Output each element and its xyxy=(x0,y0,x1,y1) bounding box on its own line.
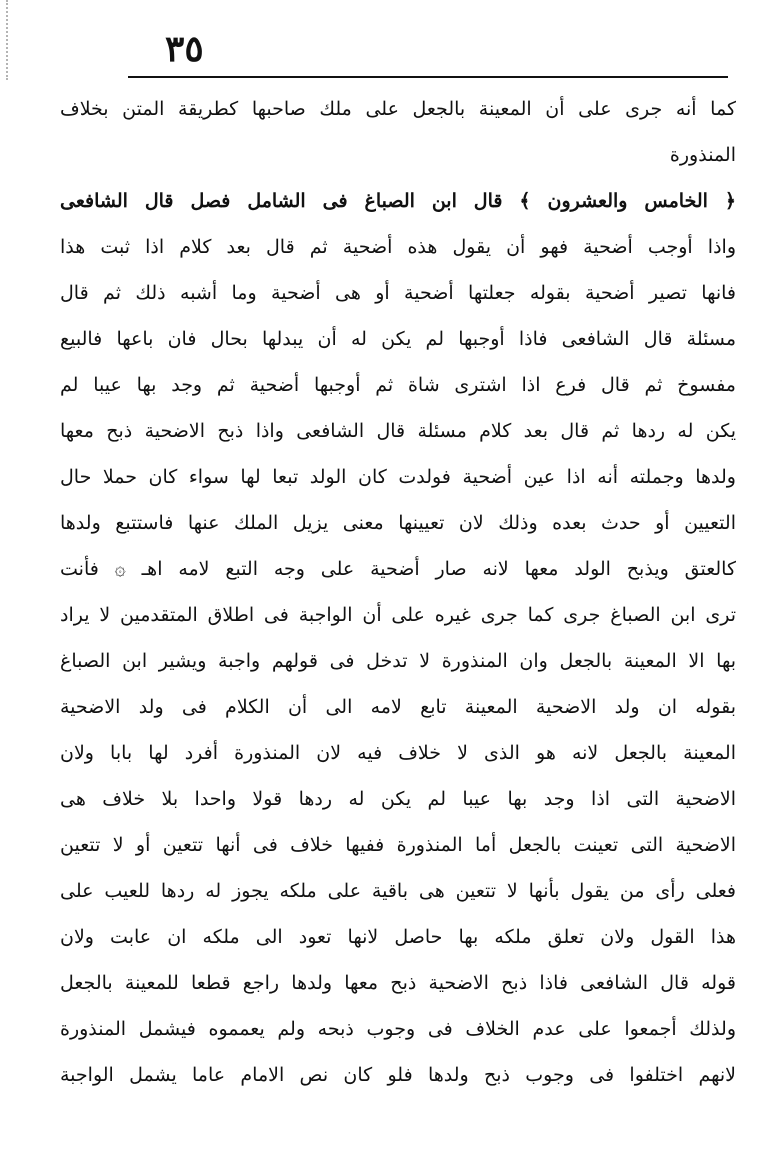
text-line: التعيين أو حدث بعده وذلك لان تعيينها معنى يزيل الملك عنها فاستتبع ولدها xyxy=(60,512,736,534)
text-line: كالعتق ويذبح الولد معها لانه صار أضحية على وجه التبع لامه اهـ ۞ فأنت xyxy=(60,558,736,580)
text-line: المعينة بالجعل لانه هو الذى لا خلاف فيه لان المنذورة أفرد لها بابا ولان xyxy=(60,742,736,764)
text-line: لانهم اختلفوا فى وجوب ذبح ولدها فلو كان نص الامام عاما يشمل الواجبة xyxy=(60,1064,736,1086)
text-line: بها الا المعينة بالجعل وان المنذورة لا تدخل فى قولهم واجبة ويشير ابن الصباغ xyxy=(60,650,736,672)
header-rule xyxy=(128,76,728,78)
text-line: كما أنه جرى على أن المعينة بالجعل على ملك صاحبها كطريقة المتن بخلاف xyxy=(60,98,736,120)
text-line: ولذلك أجمعوا على عدم الخلاف فى وجوب ذبحه ولم يعمموه فيشمل المنذورة xyxy=(60,1018,736,1040)
text-line: ولدها وجملته أنه اذا عين أضحية فولدت كان الولد تبعا لها سواء كان حملا حال xyxy=(60,466,736,488)
text-line: بقوله ان ولد الاضحية المعينة تابع لامه الى أن الكلام فى ولد الاضحية xyxy=(60,696,736,718)
body-text xyxy=(60,86,736,1098)
text-line: الاضحية التى اذا وجد بها عيبا لم يكن له ردها قولا واحدا بلا خلاف هى xyxy=(60,788,736,810)
text-line: واذا أوجب أضحية فهو أن يقول هذه أضحية ثم قال بعد كلام اذا ثبت هذا xyxy=(60,236,736,258)
text-line: هذا القول ولان تعلق ملكه بها حاصل لانها تعود الى ملكه ان عابت ولان xyxy=(60,926,736,948)
page-number: ٣٥ xyxy=(165,28,204,70)
text-line: مسئلة قال الشافعى فاذا أوجبها لم يكن له أن يبدلها بحال فان باعها فالبيع xyxy=(60,328,736,350)
text-line: فانها تصير أضحية بقوله جعلتها أضحية أو هى أضحية وما أشبه ذلك ثم قال xyxy=(60,282,736,304)
text-line: المنذورة xyxy=(669,144,736,166)
text-line: قوله قال الشافعى فاذا ذبح الاضحية ذبح معها ولدها راجع قطعا للمعينة بالجعل xyxy=(60,972,736,994)
text-line: الاضحية التى تعينت بالجعل أما المنذورة ففيها خلاف فى أنها تتعين أو لا تتعين xyxy=(60,834,736,856)
text-line: فعلى رأى من يقول بأنها لا تتعين هى باقية على ملكه يجوز له ردها للعيب على xyxy=(60,880,736,902)
binding-edge xyxy=(6,0,24,80)
text-line: مفسوخ ثم قال فرع اذا اشترى شاة ثم أوجبها أضحية ثم وجد بها عيبا لم xyxy=(60,374,736,396)
text-line: ترى ابن الصباغ جرى كما جرى غيره على أن الواجبة فى اطلاق المتقدمين لا يراد xyxy=(60,604,736,626)
text-line: يكن له ردها ثم قال بعد كلام مسئلة قال الشافعى واذا ذبح الاضحية ذبح معها xyxy=(60,420,736,442)
section-heading-line: ﴿ الخامس والعشرون ﴾ قال ابن الصباغ فى الشامل فصل قال الشافعى xyxy=(60,190,736,212)
